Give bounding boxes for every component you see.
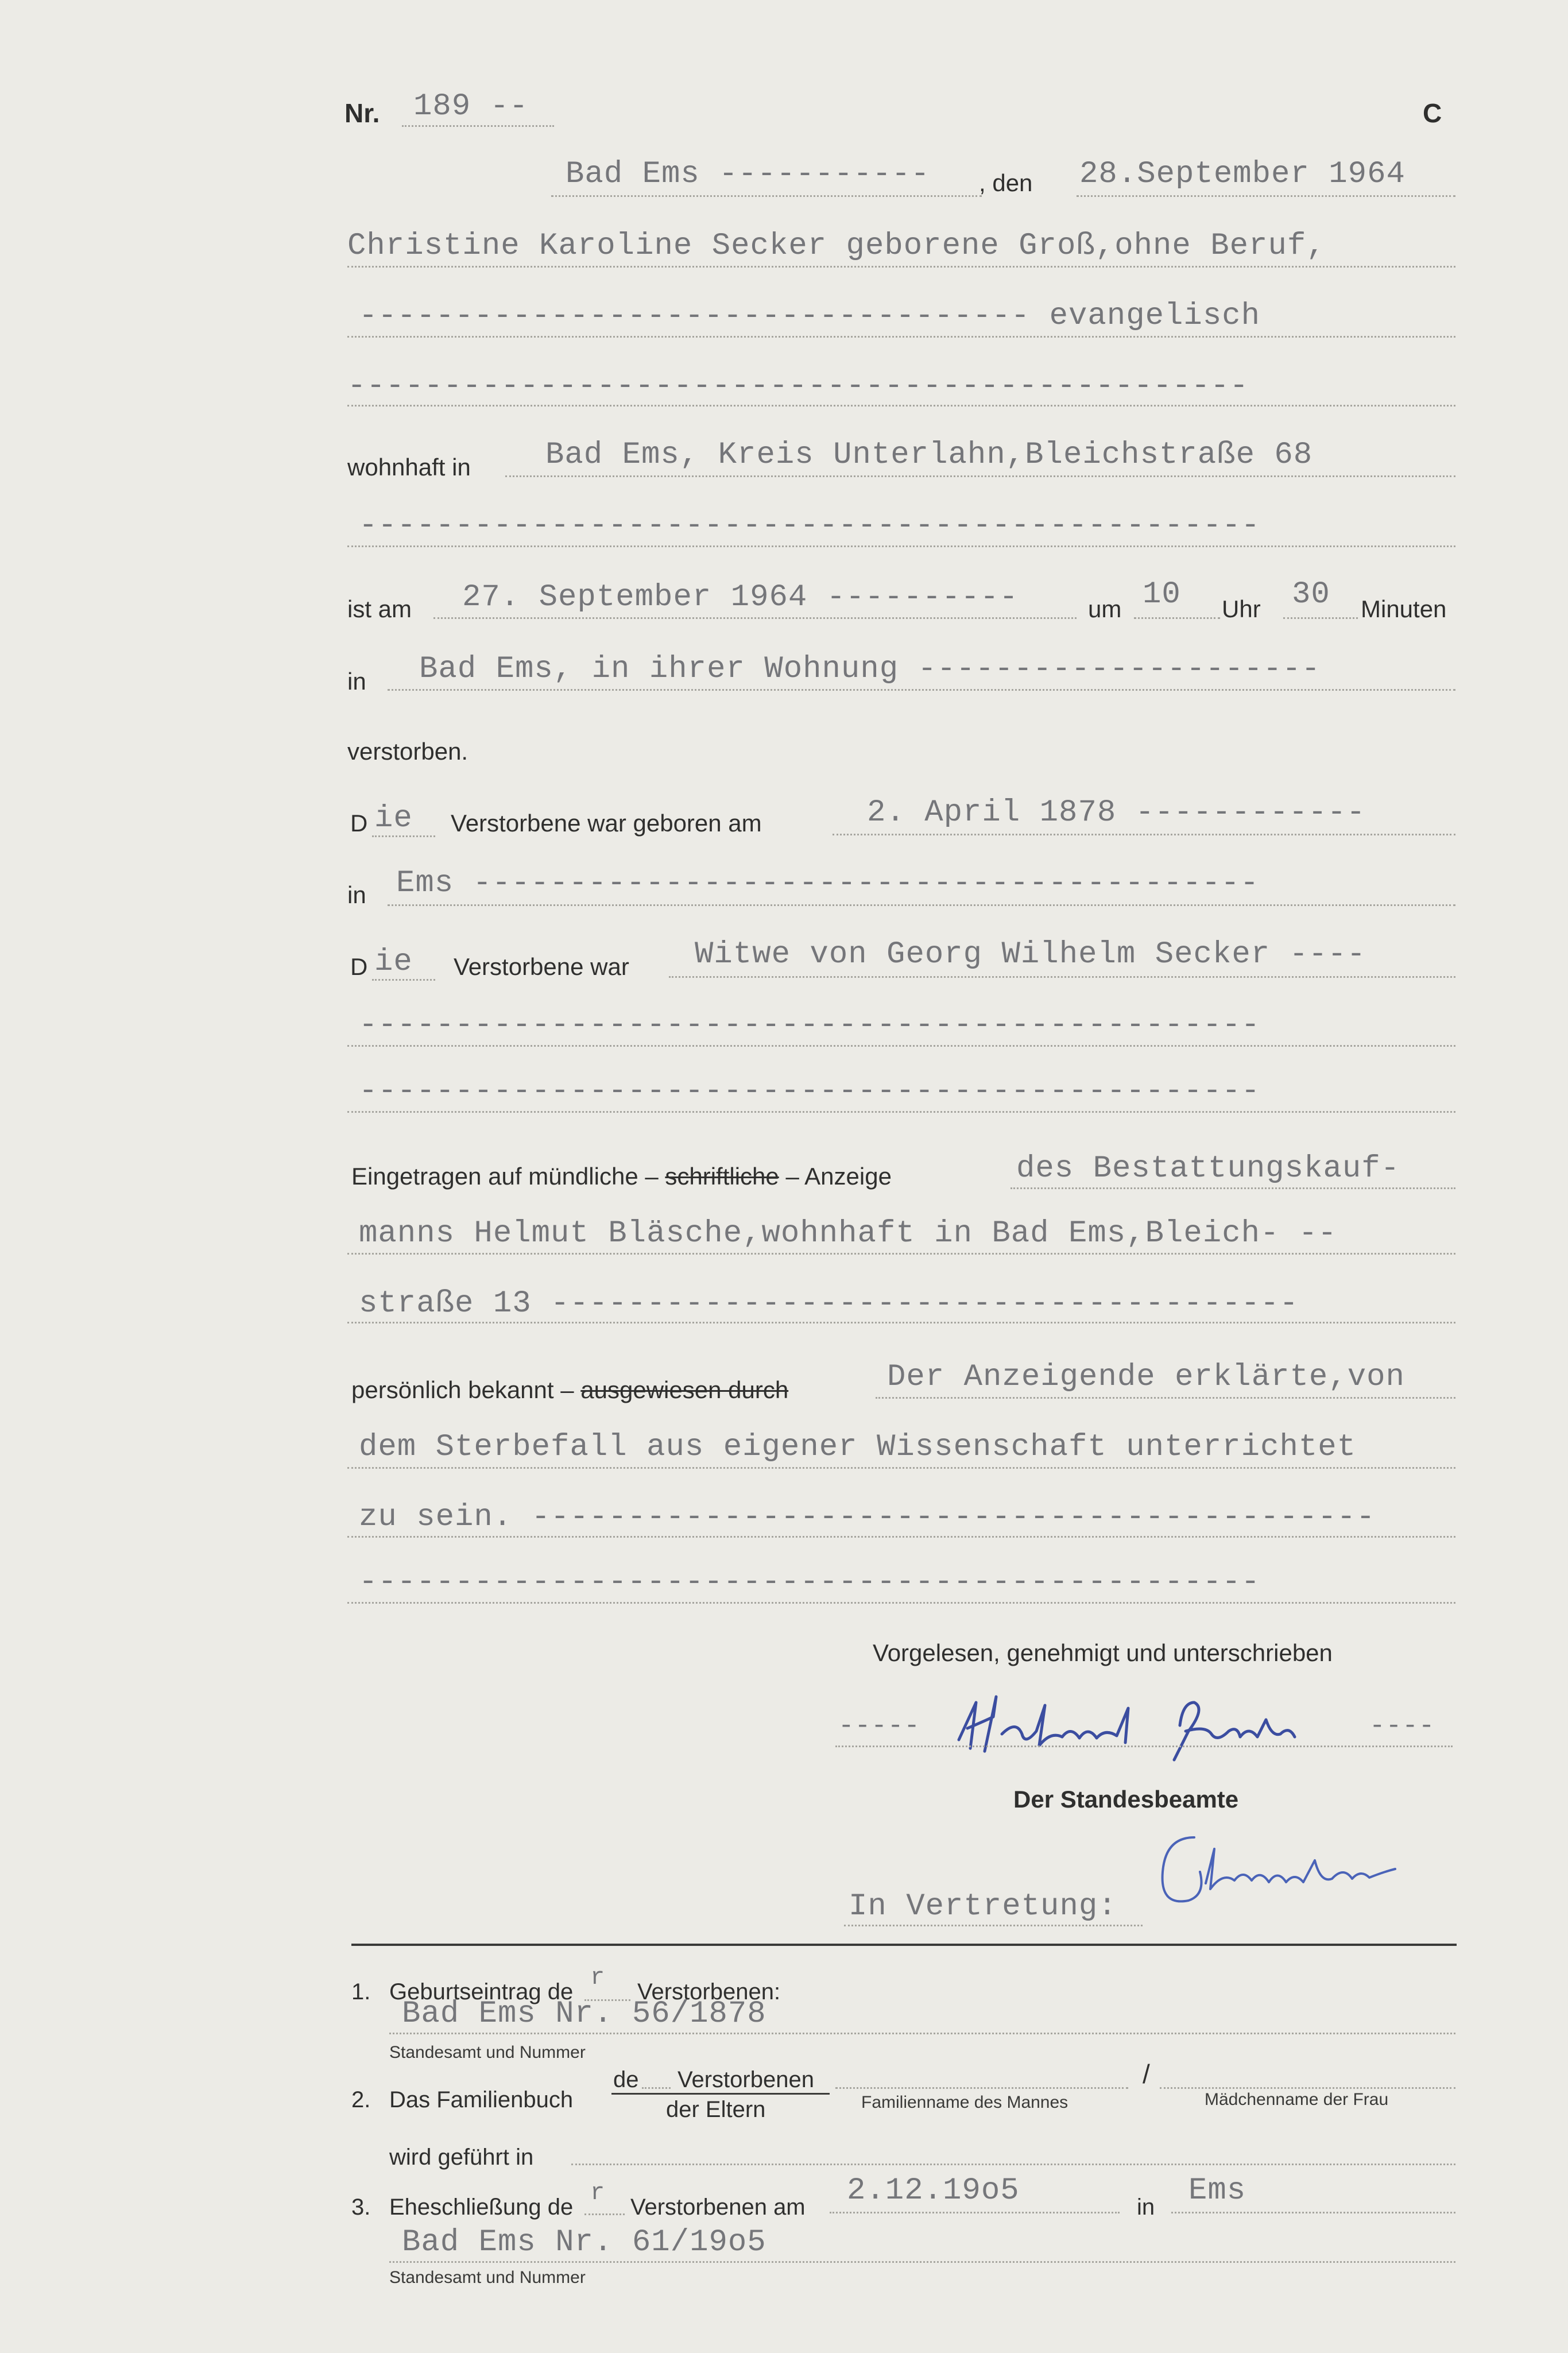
identity-label <box>351 1376 788 1404</box>
person-dotline-2 <box>347 336 1455 338</box>
marital-dotline-2 <box>347 1045 1455 1047</box>
identity-dotline-4 <box>347 1602 1455 1604</box>
deputy-dotline <box>844 1925 1143 1926</box>
note-3-date-value: 2.12.19o5 <box>847 2173 1020 2208</box>
uhr-label: Uhr <box>1222 595 1261 622</box>
note-1-value: Bad Ems Nr. 56/1878 <box>402 1996 766 2031</box>
note-1-dotline <box>389 2033 1455 2034</box>
marital-line-3: ----------------------------------------------- <box>359 1074 1261 1109</box>
note-3-value: Bad Ems Nr. 61/19o5 <box>402 2225 766 2260</box>
registration-dotline-2 <box>347 1253 1455 1255</box>
note-2-kept-dotline <box>571 2164 1455 2165</box>
person-dotline-1 <box>347 266 1455 268</box>
person-dotline-3 <box>347 405 1455 407</box>
nr-label: Nr. <box>344 98 380 128</box>
registration-value-1: des Bestattungskauf- <box>1016 1151 1400 1186</box>
birth-place-dotline <box>388 904 1455 906</box>
registration-label-b: – Anzeige <box>785 1163 892 1190</box>
place-value: Bad Ems ----------- <box>566 157 930 192</box>
note-3-fill-dotline <box>584 2213 625 2215</box>
note-1-label-a: Geburtseintrag de <box>389 1979 574 2004</box>
marital-dotline-3 <box>347 1111 1455 1113</box>
note-2-wife-dotline <box>1160 2087 1455 2089</box>
birth-d-fill: ie <box>374 801 413 836</box>
residence-value: Bad Ems, Kreis Unterlahn,Bleichstraße 68 <box>545 438 1313 473</box>
birth-place-value: Ems ----------------------------------------- <box>396 866 1260 901</box>
marital-d-dotline <box>372 979 435 981</box>
note-3-place-value: Ems <box>1188 2173 1246 2208</box>
birth-d-dotline <box>372 835 435 837</box>
date-value: 28.September 1964 <box>1079 157 1406 192</box>
note-3-place-dotline <box>1171 2212 1455 2213</box>
birth-d-label: D <box>350 810 368 837</box>
registrar-label: Der Standesbeamte <box>1013 1786 1239 1813</box>
birth-text-label: Verstorbene war geboren am <box>451 810 762 837</box>
note-3-label-b: Verstorbenen am <box>630 2195 806 2220</box>
residence-continuation: ----------------------------------------------- <box>359 508 1261 543</box>
death-place-dotline <box>388 689 1455 691</box>
residence-dotline <box>505 475 1455 477</box>
death-minutes-value: 30 <box>1292 577 1330 612</box>
note-2-kept-label: wird geführt in <box>389 2145 534 2170</box>
identity-dotline-3 <box>347 1536 1455 1538</box>
note-3-caption: Standesamt und Nummer <box>389 2268 586 2287</box>
marital-value: Witwe von Georg Wilhelm Secker ---- <box>695 937 1366 972</box>
note-2-label: Das Familienbuch <box>389 2087 574 2112</box>
registration-label-a: Eingetragen auf mündliche – <box>351 1163 659 1190</box>
note-2-number: 2. <box>351 2087 371 2112</box>
identity-dotline-2 <box>347 1467 1455 1469</box>
note-2-fraction-bar <box>611 2093 830 2095</box>
death-place-value: Bad Ems, in ihrer Wohnung --------------------- <box>419 652 1321 687</box>
registration-label-struck: schriftliche <box>665 1163 779 1190</box>
signature-dashes-left: ----- <box>838 1711 921 1741</box>
nr-dotline <box>402 125 554 127</box>
registration-dotline-1 <box>1011 1187 1455 1189</box>
death-date-value: 27. September 1964 ---------- <box>462 580 1019 615</box>
identity-value-4: ----------------------------------------------- <box>359 1565 1261 1600</box>
minuten-label: Minuten <box>1361 595 1447 622</box>
identity-dotline-1 <box>876 1397 1455 1399</box>
birth-date-value: 2. April 1878 ------------ <box>867 795 1366 830</box>
registration-label <box>351 1163 892 1190</box>
note-2-caption-husband: Familienname des Mannes <box>861 2093 1068 2112</box>
identity-value-1: Der Anzeigende erklärte,von <box>887 1360 1405 1395</box>
note-1-caption: Standesamt und Nummer <box>389 2043 586 2062</box>
note-1-label-b: Verstorbenen: <box>637 1979 781 2004</box>
death-hour-value: 10 <box>1143 577 1181 612</box>
identity-value-3: zu sein. -------------------------------------------- <box>359 1500 1376 1535</box>
den-label: , den <box>979 169 1033 196</box>
series-letter: C <box>1423 98 1442 128</box>
note-1-number: 1. <box>351 1979 371 2004</box>
verstorben-label: verstorben. <box>347 738 469 765</box>
person-name-line: Christine Karoline Secker geborene Groß,ohne Beruf, <box>347 229 1326 264</box>
note-3-fill: r <box>590 2179 606 2207</box>
note-3-number: 3. <box>351 2195 371 2220</box>
note-3-date-dotline <box>830 2212 1120 2213</box>
marital-dotline <box>669 976 1455 978</box>
note-3-label-a: Eheschließung de <box>389 2195 574 2220</box>
marital-d-fill: ie <box>374 945 413 980</box>
birth-date-dotline <box>833 834 1455 835</box>
note-2-fraction-bottom: der Eltern <box>666 2097 766 2122</box>
person-extra-line: ----------------------------------------------- <box>347 369 1249 404</box>
place-dotline <box>551 195 982 197</box>
identity-label-struck: ausgewiesen durch <box>580 1376 789 1403</box>
religion-line: ----------------------------------- evangelisch <box>359 299 1261 334</box>
marital-line-2: ----------------------------------------------- <box>359 1008 1261 1043</box>
deputy-signature <box>1143 1814 1476 1932</box>
um-label: um <box>1088 595 1122 622</box>
registration-dotline-3 <box>347 1322 1455 1323</box>
marital-d-label: D <box>350 953 368 980</box>
minutes-dotline <box>1283 617 1358 619</box>
note-2-husband-dotline <box>835 2087 1128 2089</box>
signature-dashes-right: ---- <box>1369 1711 1435 1741</box>
note-1-fill: r <box>590 1964 606 1991</box>
read-approved-label: Vorgelesen, genehmigt und unterschrieben <box>873 1639 1333 1666</box>
note-2-caption-wife: Mädchenname der Frau <box>1205 2090 1389 2109</box>
nr-value: 189 -- <box>413 89 529 124</box>
note-2-fraction-top-a: de <box>613 2067 639 2092</box>
date-dotline <box>1077 195 1455 197</box>
marital-text-label: Verstorbene war <box>454 953 629 980</box>
note-2-slash: / <box>1143 2059 1150 2089</box>
deputy-label: In Vertretung: <box>849 1889 1117 1924</box>
death-date-dotline <box>433 617 1077 619</box>
note-3-dotline <box>389 2261 1455 2263</box>
in-label-death: in <box>347 668 366 695</box>
residence-label: wohnhaft in <box>347 454 471 481</box>
note-3-in-label: in <box>1137 2195 1155 2220</box>
identity-label-a: persönlich bekannt – <box>351 1376 574 1403</box>
in-label-birth: in <box>347 881 366 908</box>
note-2-fraction-top-b: Verstorbenen <box>677 2067 814 2092</box>
registration-value-2: manns Helmut Bläsche,wohnhaft in Bad Ems,Bleich- -- <box>359 1216 1337 1251</box>
registration-value-3: straße 13 --------------------------------------- <box>359 1286 1299 1321</box>
hour-dotline <box>1134 617 1220 619</box>
ist-am-label: ist am <box>347 595 412 622</box>
identity-value-2: dem Sterbefall aus eigener Wissenschaft unterrichtet <box>359 1430 1357 1465</box>
signature-dotline <box>835 1746 1453 1747</box>
residence-dotline-2 <box>347 545 1455 547</box>
note-2-fraction-dotline <box>642 2087 671 2089</box>
section-divider <box>351 1944 1457 1946</box>
helmut-blaesche-signature <box>953 1685 1355 1768</box>
